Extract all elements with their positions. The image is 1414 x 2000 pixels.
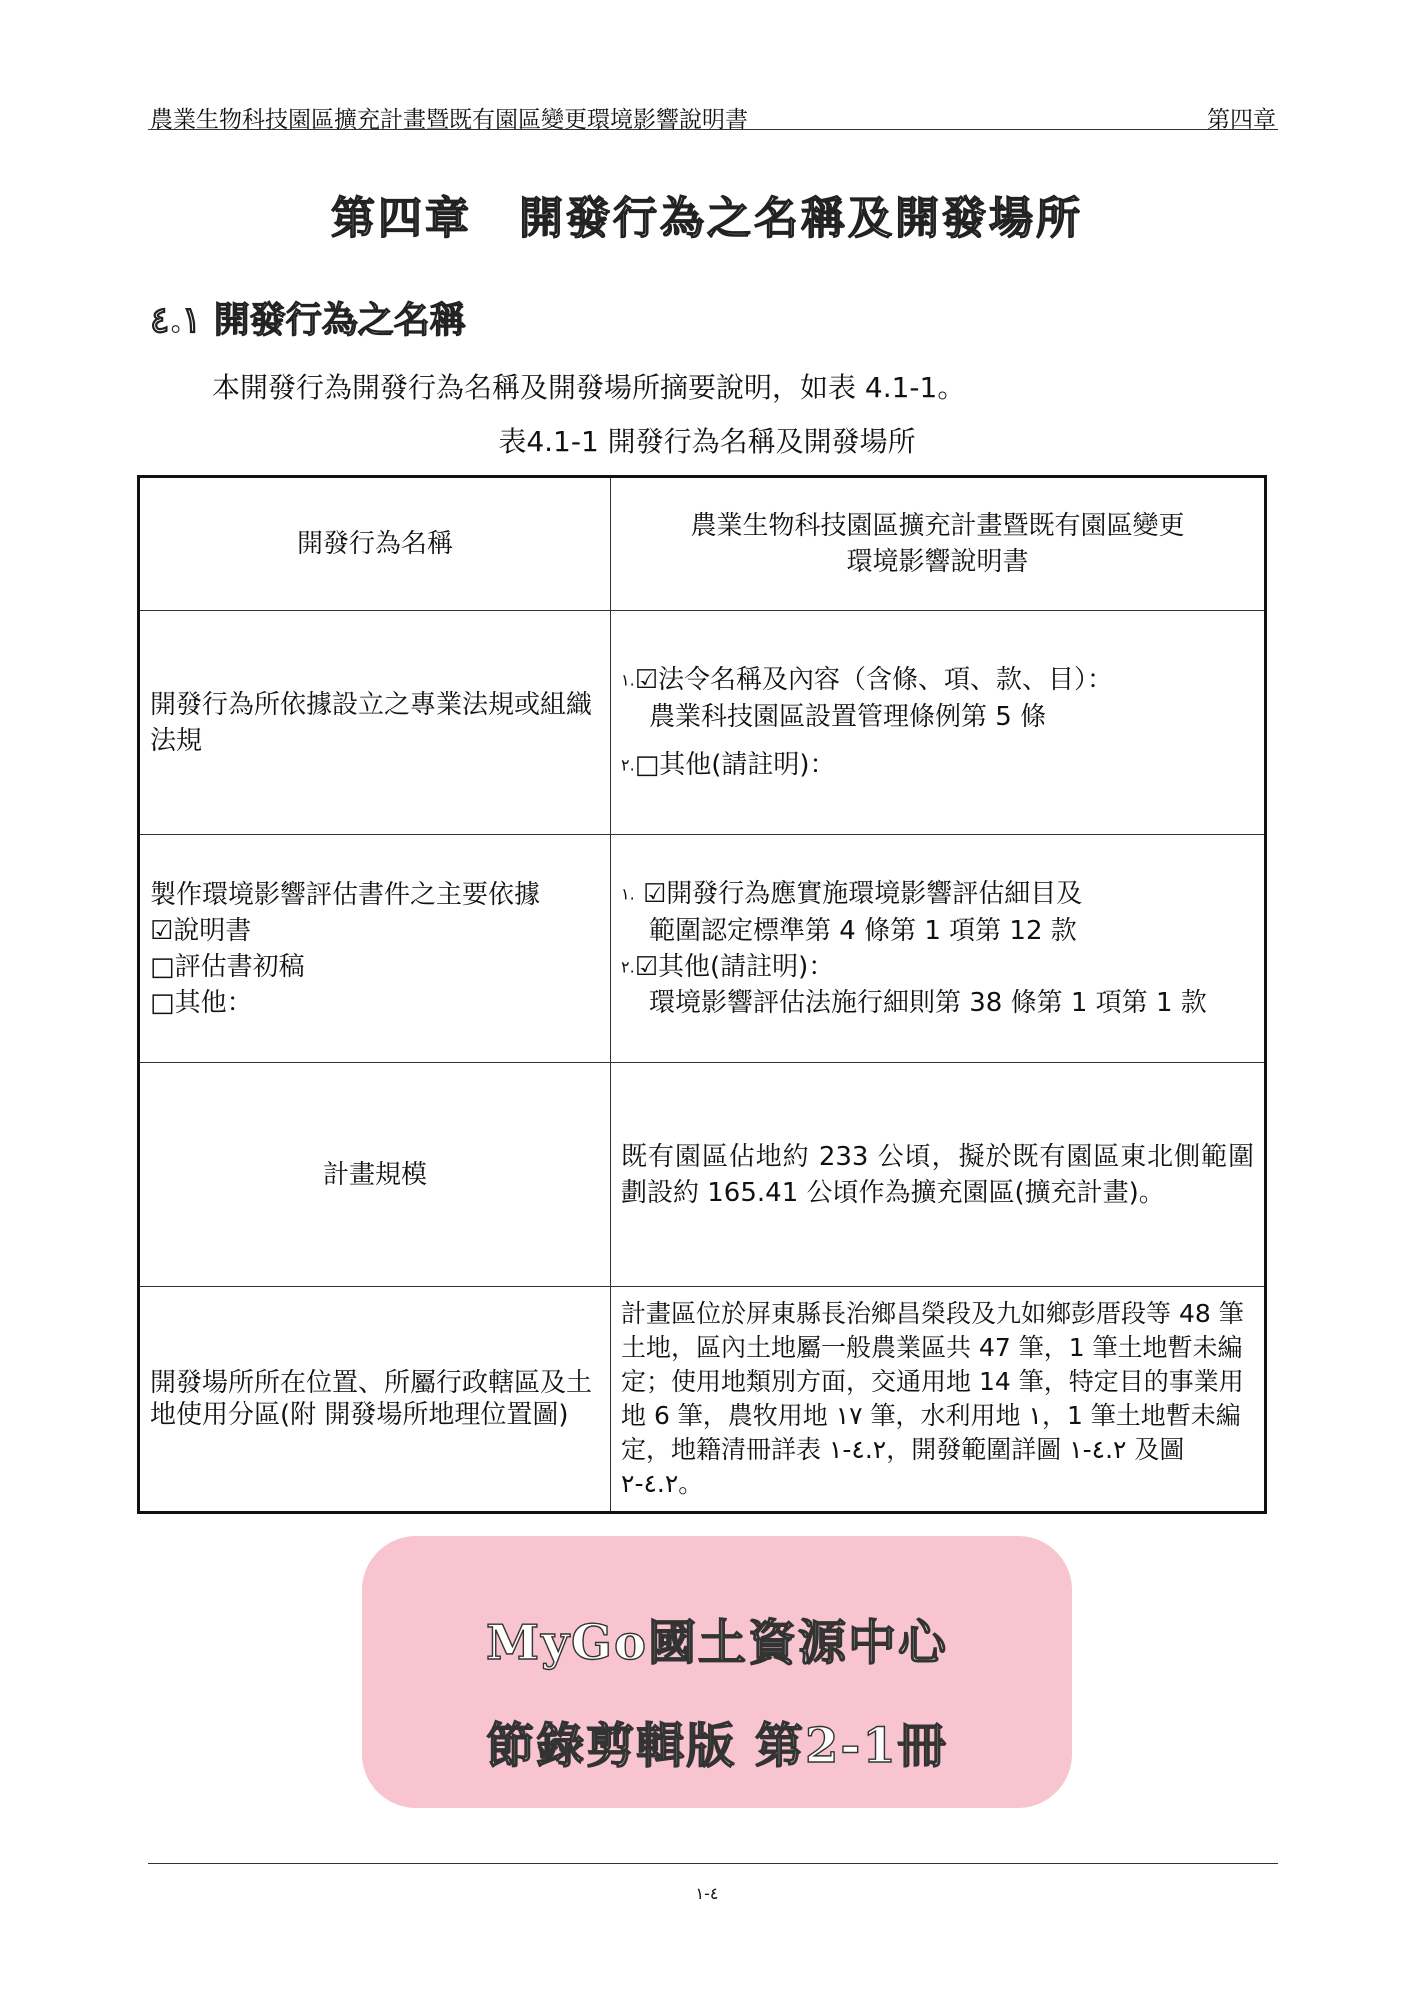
footer-rule: [148, 1863, 1278, 1864]
header-chapter: 第四章: [1207, 107, 1276, 133]
watermark-banner: [362, 1536, 1072, 1808]
eia-option-draft: □評估書初稿: [150, 951, 305, 982]
legal-item-1-detail: 農業科技園區設置管理條例第 5 條: [649, 701, 1047, 732]
table-row: [139, 1063, 1266, 1287]
eia-item-1: [621, 876, 1254, 913]
eia-item-2-detail: 環境影響評估法施行細則第 38 條第 1 項第 1 款: [649, 988, 1207, 1018]
page-number: ٤-١: [695, 1884, 719, 1903]
label-site-location: 開發場所所在位置、所屬行政轄區及土地使用分區(附 開發場所地理位置圖): [139, 1287, 611, 1513]
legal-item-1-number: ١.: [621, 670, 635, 690]
eia-option-statement: ☑說明書: [150, 915, 252, 946]
legal-item-2-number: ٢.: [621, 755, 635, 774]
value-plan-scale: 既有園區佔地約 233 公頃，擬於既有園區東北側範圍劃設約 165.41 公頃作為擴充園區(擴充計畫)。: [611, 1063, 1266, 1287]
legal-item-2: [621, 747, 1254, 784]
development-summary-table: [137, 475, 1267, 1514]
legal-item-1: [621, 662, 1254, 699]
value-legal-basis: [611, 611, 1266, 835]
value-dev-name-line2: 環境影響說明書: [846, 547, 1029, 577]
eia-item-1-text: ☑開發行為應實施環境影響評估細目及: [642, 879, 1083, 909]
table-row: [139, 477, 1266, 611]
chapter-title: 第四章 開發行為之名稱及開發場所: [331, 193, 1083, 244]
table-row: [139, 1287, 1266, 1513]
value-site-location: 計畫區位於屏東縣長治鄉昌榮段及九如鄉彭厝段等 48 筆土地，區內土地屬一般農業區共 47 筆，1 筆土地暫未編定；使用地類別方面，交通用地 14 筆，特定目的事業用地 6 筆，農牧用地 ١٧ 筆，水利用地 ١，1 筆土地暫未編定，地籍清冊詳表 ٤.٢-١，開發範圍詳圖 ٤.٢-١ 及圖 ٤.٢-٢。: [611, 1287, 1266, 1513]
intro-paragraph: 本開發行為開發行為名稱及開發場所摘要說明，如表 4.1-1。: [212, 371, 966, 404]
table-row: [139, 611, 1266, 835]
value-dev-name: [611, 477, 1266, 611]
legal-item-2-text: □其他(請註明)：: [634, 749, 836, 780]
eia-item-2-number: ٢.: [621, 957, 635, 976]
eia-basis-heading: 製作環境影響評估書件之主要依據: [150, 879, 541, 910]
eia-item-1-detail: 範圍認定標準第 4 條第 1 項第 12 款: [649, 915, 1077, 946]
label-legal-basis: 開發行為所依據設立之專業法規或組織法規: [139, 611, 611, 835]
table-row: [139, 835, 1266, 1063]
header-title: 農業生物科技園區擴充計畫暨既有園區變更環境影響說明書: [150, 107, 748, 133]
value-eia-basis: [611, 835, 1266, 1063]
eia-item-1-number: ١.: [621, 884, 635, 904]
eia-option-other: □其他：: [150, 987, 253, 1018]
banner-line-2: 節錄剪輯版 第2-1冊: [486, 1718, 948, 1774]
eia-item-2-text: ☑其他(請註明)：: [634, 951, 835, 982]
banner-line-1: MyGo國土資源中心: [485, 1615, 949, 1671]
section-title: ٤.١ 開發行為之名稱: [150, 299, 466, 341]
label-eia-basis: [139, 835, 611, 1063]
eia-item-2: [621, 949, 1254, 986]
label-dev-name: 開發行為名稱: [139, 477, 611, 611]
table-caption: 表4.1-1 開發行為名稱及開發場所: [498, 425, 916, 458]
value-dev-name-line1: 農業生物科技園區擴充計畫暨既有園區變更: [690, 511, 1185, 541]
header-rule: [148, 129, 1278, 130]
label-plan-scale: 計畫規模: [139, 1063, 611, 1287]
legal-item-1-text: ☑法令名稱及內容（含條、項、款、目）：: [634, 665, 1113, 695]
